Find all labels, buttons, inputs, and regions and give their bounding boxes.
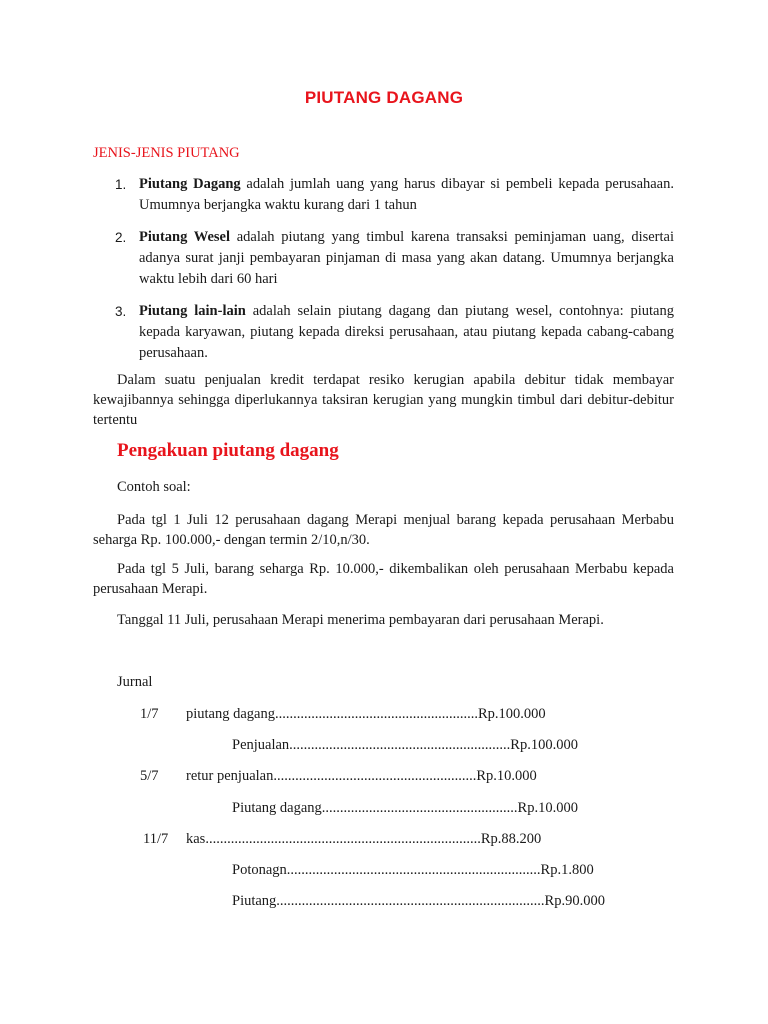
- example-paragraph-2: Pada tgl 5 Juli, barang seharga Rp. 10.000,- dikembalikan oleh perusahaan Merbabu kepada perusahaan Merapi.: [93, 561, 674, 597]
- subheading-pengakuan: Pengakuan piutang dagang: [117, 440, 339, 461]
- journal-date: 11/7: [143, 831, 169, 847]
- section-label-jenis-piutang: JENIS-JENIS PIUTANG: [93, 145, 240, 161]
- list-item: [93, 227, 674, 290]
- list-number: 2.: [115, 230, 127, 245]
- journal-entry-debit: retur penjualan........................................................Rp.10.000: [186, 768, 537, 784]
- list-term: Piutang Dagang: [139, 176, 241, 192]
- page-title: PIUTANG DAGANG: [304, 88, 464, 107]
- journal-date: 1/7: [140, 706, 159, 722]
- journal-label: Jurnal: [117, 674, 153, 690]
- journal-entry-credit: Piutang dagang......................................................Rp.10.000: [232, 800, 578, 816]
- journal-entry-credit: Penjualan.............................................................Rp.100.000: [232, 737, 578, 753]
- list-number: 3.: [115, 304, 127, 319]
- journal-entry-credit: Potonagn......................................................................Rp.1.800: [232, 862, 594, 878]
- list-text: adalah selain piutang dagang dan piutang wesel, contohnya: piutang kepada karyawan, piutang kepada direksi perusahaan, atau piutang kepada cabang-cabang perusahaan.: [139, 303, 674, 361]
- list-item: [93, 301, 674, 364]
- receivable-types-list: [93, 174, 674, 375]
- journal-date: 5/7: [140, 768, 159, 784]
- example-label: Contoh soal:: [117, 479, 191, 495]
- list-term: Piutang lain-lain: [139, 303, 246, 319]
- list-item: [93, 174, 674, 216]
- example-paragraph-3: Tanggal 11 Juli, perusahaan Merapi menerima pembayaran dari perusahaan Merapi.: [117, 612, 604, 628]
- journal-entry-debit: kas............................................................................Rp.88.200: [186, 831, 542, 847]
- risk-paragraph: Dalam suatu penjualan kredit terdapat resiko kerugian apabila debitur tidak membayar kewajibannya sehingga diperlukannya taksiran kerugian yang mungkin timbul dari debitur-debitur tertentu: [93, 372, 674, 428]
- list-number: 1.: [115, 177, 127, 192]
- journal-entry-credit: Piutang..........................................................................Rp.90.000: [232, 893, 605, 909]
- example-paragraph-1: Pada tgl 1 Juli 12 perusahaan dagang Merapi menjual barang kepada perusahaan Merbabu seharga Rp. 100.000,- dengan termin 2/10,n/30.: [93, 512, 674, 548]
- journal-entry-debit: piutang dagang........................................................Rp.100.000: [186, 706, 546, 722]
- list-text: adalah piutang yang timbul karena transaksi peminjaman uang, disertai adanya surat janji pembayaran pinjaman di masa yang akan datang. Umumnya berjangka waktu lebih dari 60 hari: [139, 229, 674, 287]
- list-term: Piutang Wesel: [139, 229, 231, 245]
- list-text: adalah jumlah uang yang harus dibayar si pembeli kepada perusahaan. Umumnya berjangka waktu kurang dari 1 tahun: [139, 176, 674, 213]
